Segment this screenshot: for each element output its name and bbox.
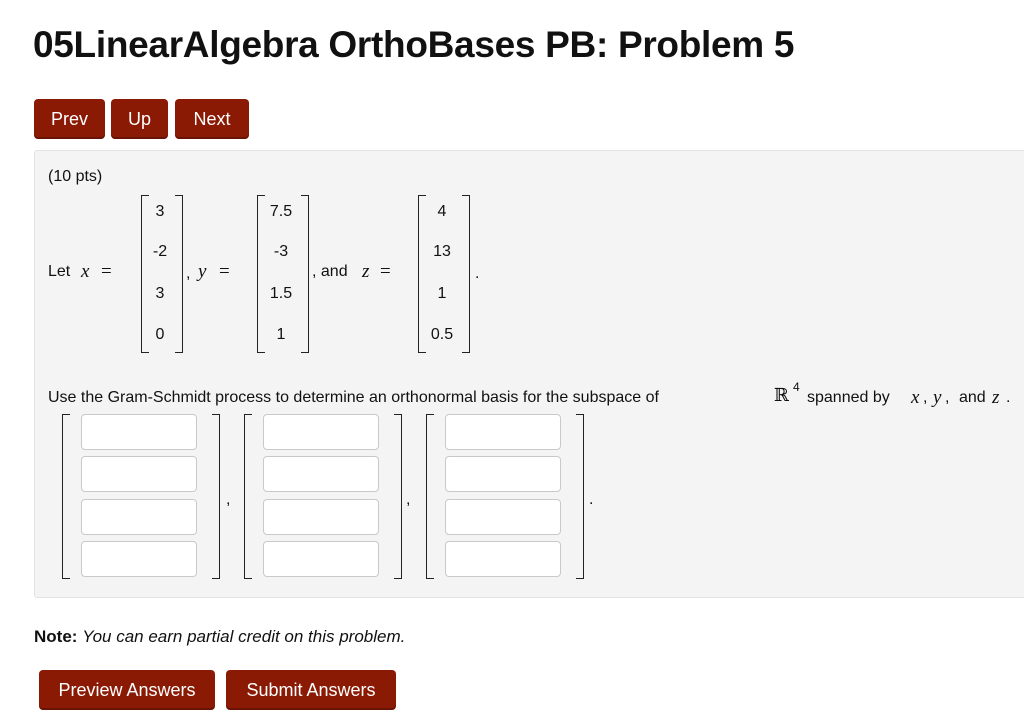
comma-separator: , — [923, 389, 928, 406]
vector-z-entry: 0.5 — [430, 326, 454, 343]
answer-1-right-bracket — [212, 414, 220, 579]
vector-y-entry: 1 — [276, 326, 286, 343]
vector-z-entry: 1 — [437, 285, 447, 302]
answer-3-left-bracket — [426, 414, 434, 579]
answer-1-entry-2-input[interactable] — [81, 456, 197, 492]
space-exponent: 4 — [793, 380, 800, 394]
answer-1-entry-4-input[interactable] — [81, 541, 197, 577]
var-x-label: x — [911, 387, 920, 408]
answer-3-entry-3-input[interactable] — [445, 499, 561, 535]
up-button[interactable]: Up — [111, 99, 168, 139]
var-y-label: y — [933, 387, 942, 408]
note-text: You can earn partial credit on this problem. — [82, 627, 406, 646]
real-space-symbol: ℝ — [774, 385, 789, 406]
answer-3-entry-4-input[interactable] — [445, 541, 561, 577]
note-label: Note: — [34, 627, 78, 646]
answer-2-right-bracket — [394, 414, 402, 579]
answer-2-entry-3-input[interactable] — [263, 499, 379, 535]
instruction-suffix: spanned by — [807, 389, 890, 406]
period: . — [475, 265, 480, 282]
vector-x-entry: 3 — [155, 285, 165, 302]
var-z-label: z — [992, 387, 1000, 408]
vector-x-entry: -2 — [152, 243, 168, 260]
prev-button[interactable]: Prev — [34, 99, 105, 139]
var-z-label: z — [362, 261, 370, 282]
instruction-text: Use the Gram-Schmidt process to determine an orthonormal basis for the subspace of — [48, 389, 659, 406]
period: . — [1006, 389, 1011, 406]
var-x-label: x — [81, 261, 90, 282]
and-word: and — [959, 389, 986, 406]
comma-separator: , — [406, 491, 411, 508]
vector-y-entry: 7.5 — [269, 203, 293, 220]
var-y-label: y — [198, 261, 207, 282]
submit-answers-button[interactable]: Submit Answers — [226, 670, 396, 710]
answer-1-entry-3-input[interactable] — [81, 499, 197, 535]
page-title: 05LinearAlgebra OrthoBases PB: Problem 5 — [33, 24, 795, 65]
and-label: , and — [312, 263, 348, 280]
answer-3-right-bracket — [576, 414, 584, 579]
answer-2-entry-2-input[interactable] — [263, 456, 379, 492]
equals-sign: = — [219, 261, 230, 282]
vector-x-entry: 3 — [155, 203, 165, 220]
equals-sign: = — [380, 261, 391, 282]
vector-y-entry: 1.5 — [269, 285, 293, 302]
vector-x-entry: 0 — [155, 326, 165, 343]
comma-separator: , — [226, 491, 231, 508]
preview-answers-button[interactable]: Preview Answers — [39, 670, 215, 710]
equals-sign: = — [101, 261, 112, 282]
answer-2-left-bracket — [244, 414, 252, 579]
answer-3-entry-1-input[interactable] — [445, 414, 561, 450]
answer-1-entry-1-input[interactable] — [81, 414, 197, 450]
note — [34, 627, 405, 647]
comma-separator: , — [186, 265, 191, 282]
answer-3-entry-2-input[interactable] — [445, 456, 561, 492]
answer-1-left-bracket — [62, 414, 70, 579]
vector-y-entry: -3 — [273, 243, 289, 260]
next-button[interactable]: Next — [175, 99, 249, 139]
points-label: (10 pts) — [48, 168, 103, 185]
period: . — [589, 491, 594, 508]
answer-2-entry-1-input[interactable] — [263, 414, 379, 450]
let-label: Let — [48, 263, 71, 280]
vector-z-entry: 13 — [433, 243, 451, 260]
answer-2-entry-4-input[interactable] — [263, 541, 379, 577]
comma-separator: , — [945, 389, 950, 406]
vector-z-entry: 4 — [437, 203, 447, 220]
